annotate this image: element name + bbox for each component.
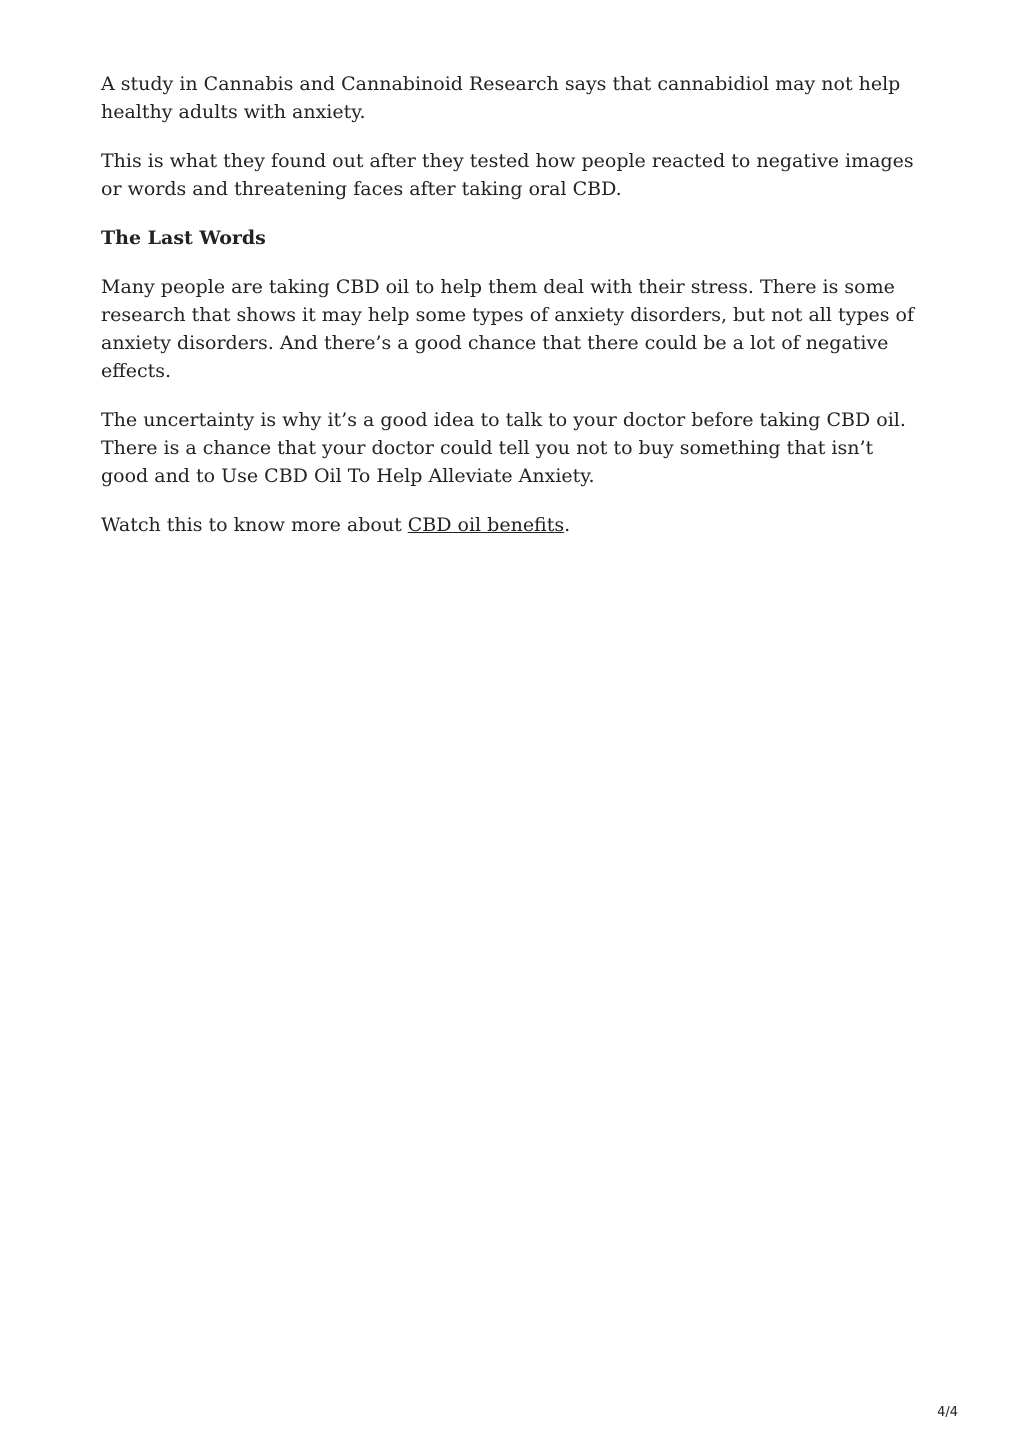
section-heading: The Last Words — [101, 227, 266, 249]
paragraph-findings: This is what they found out after they tested how people reacted to negative images or words and threatening faces after taking oral CBD. — [101, 150, 914, 200]
paragraph-stress: Many people are taking CBD oil to help them deal with their stress. There is some research that shows it may help some types of anxiety disorders, but not all types of anxiety disorders. And there’s a good chance that there could be a lot of negative effects. — [101, 276, 915, 382]
watch-suffix: . — [564, 514, 571, 536]
page-number: 4/4 — [937, 1405, 958, 1420]
cbd-oil-benefits-link[interactable]: CBD oil benefits — [407, 514, 565, 536]
paragraph-uncertainty: The uncertainty is why it’s a good idea to talk to your doctor before taking CBD oil. There is a chance that your doctor could tell you not to buy something that isn’t good and to Use CBD Oil To Help Alleviate Anxiety. — [101, 409, 906, 487]
paragraph-watch — [101, 511, 921, 539]
article-body — [101, 70, 921, 560]
watch-prefix: Watch this to know more about — [101, 514, 408, 536]
paragraph-study: A study in Cannabis and Cannabinoid Research says that cannabidiol may not help healthy adults with anxiety. — [101, 73, 901, 123]
